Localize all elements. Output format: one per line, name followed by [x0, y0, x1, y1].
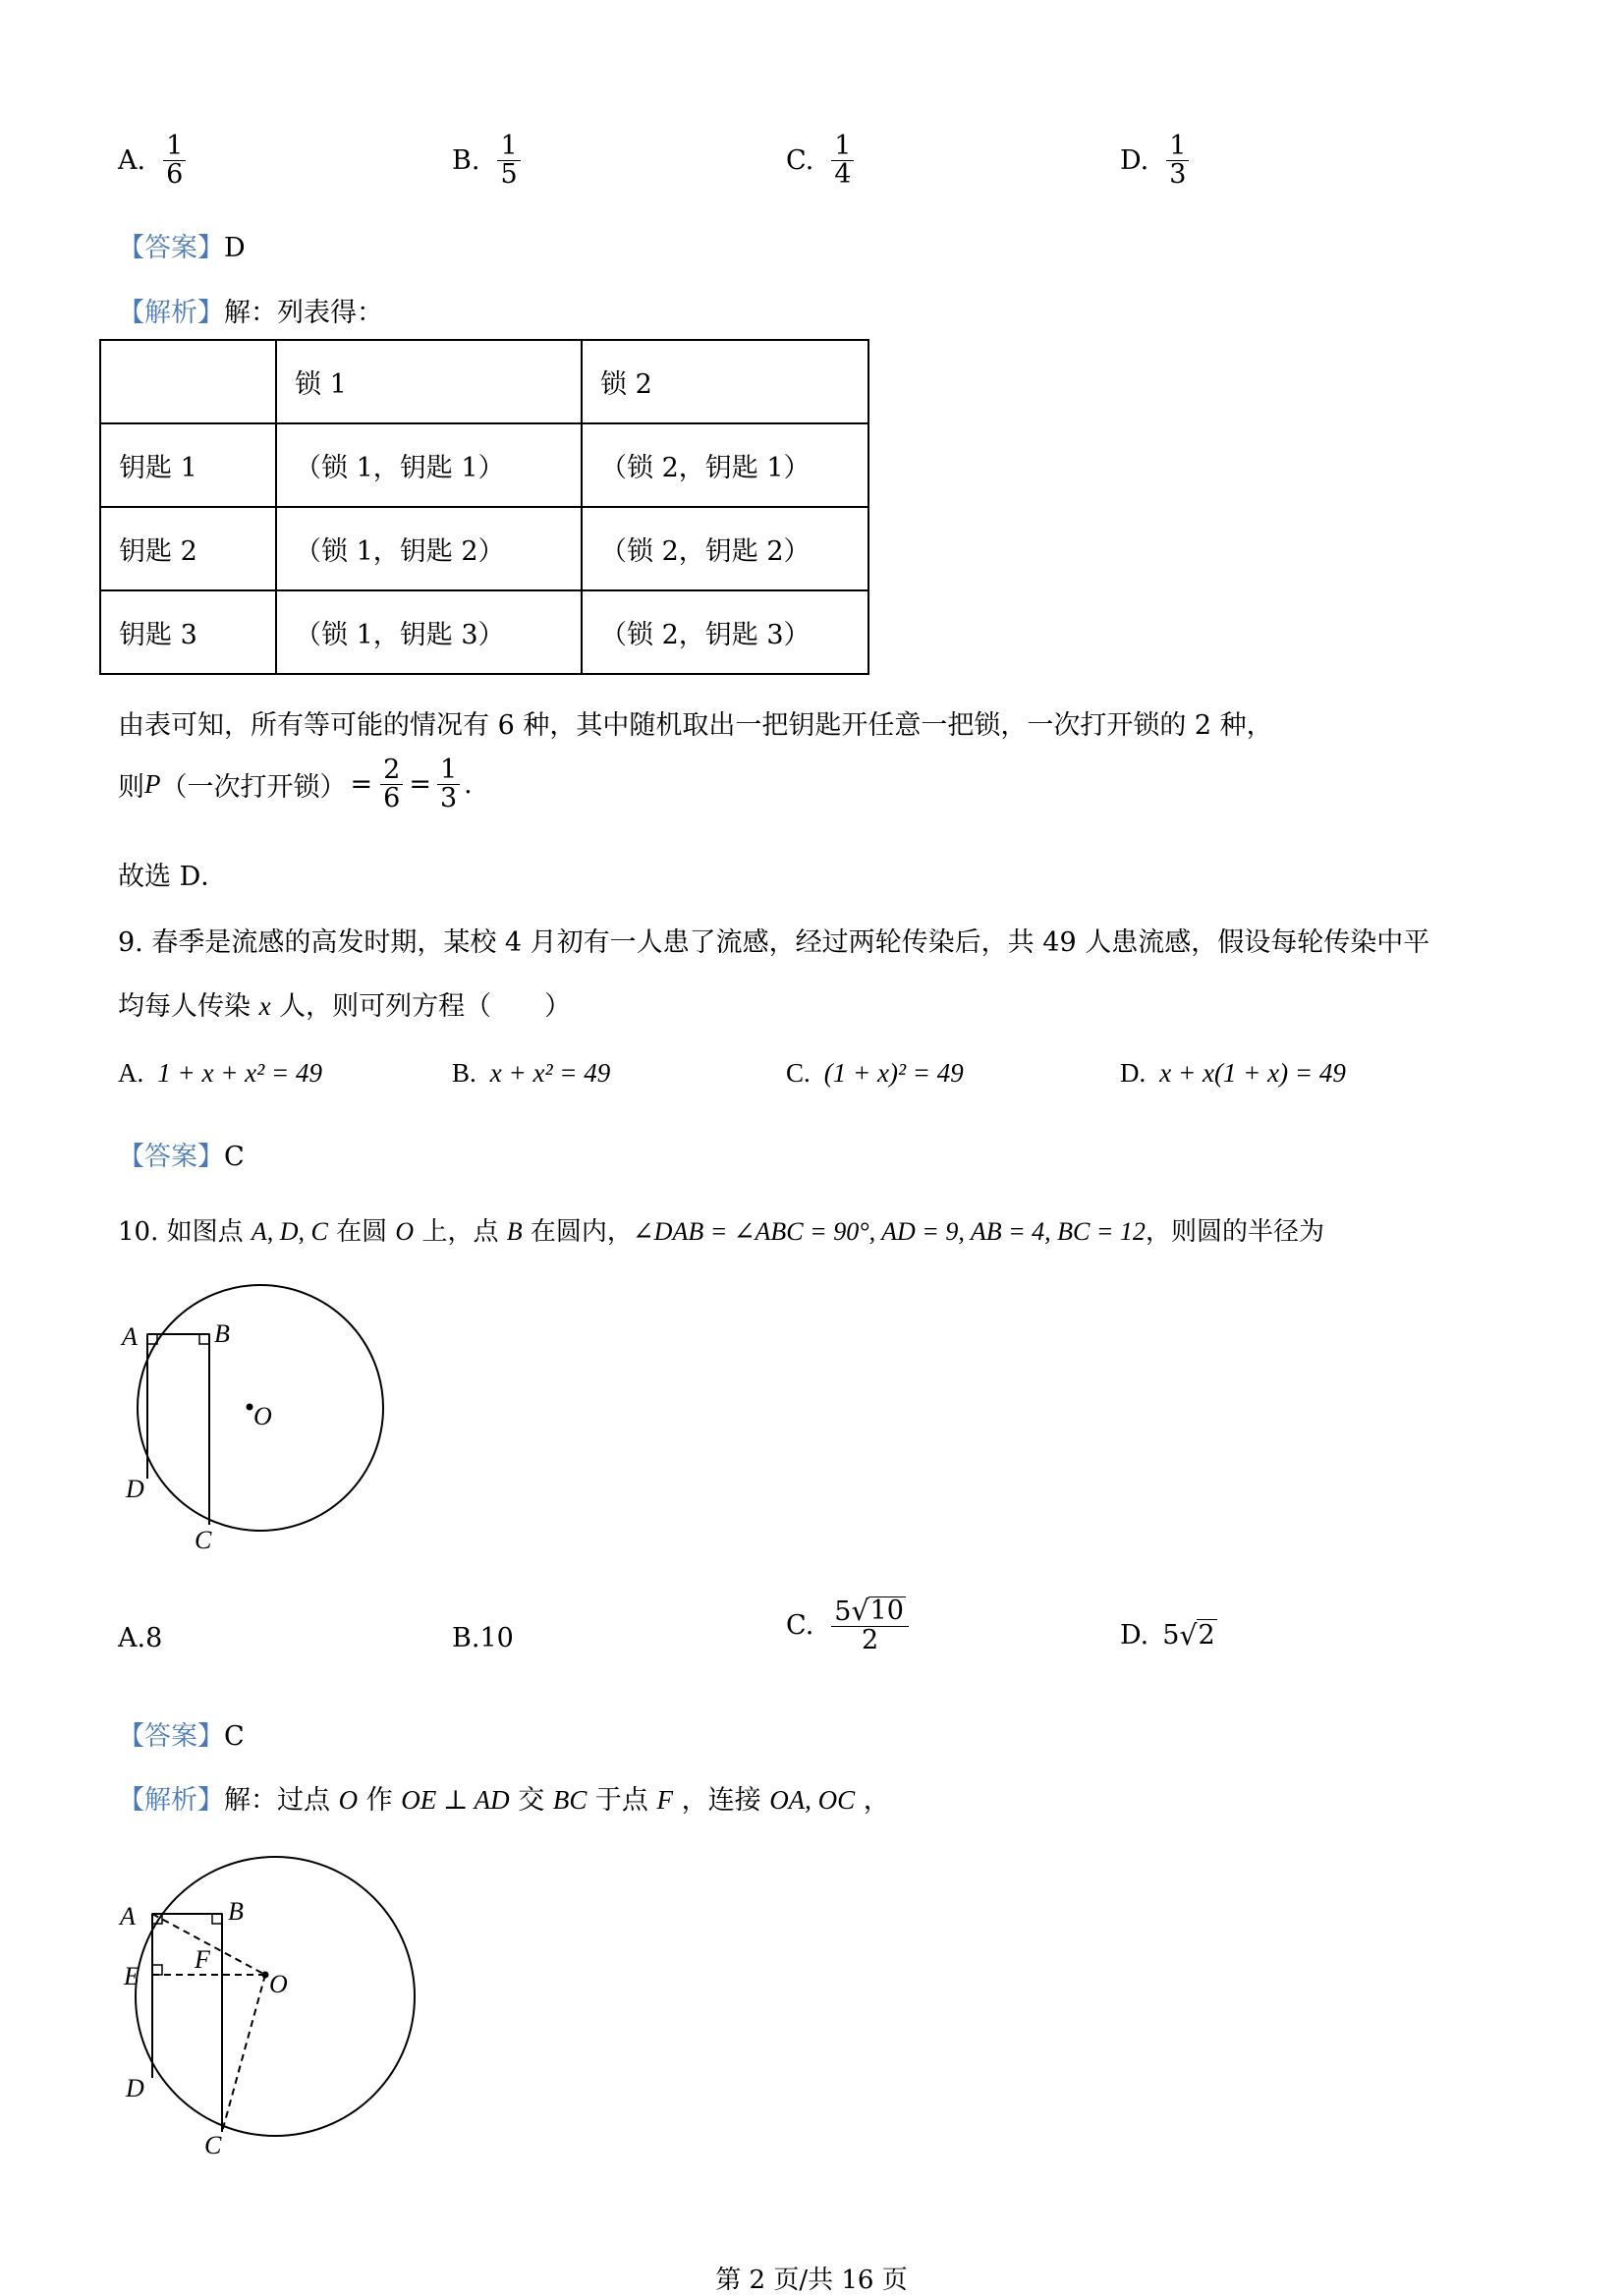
label-d: D [126, 1475, 144, 1503]
q9-stem-line2 [118, 984, 571, 1023]
circle-figure-2 [108, 1837, 422, 2161]
label-e: E [124, 1962, 140, 1990]
prob-prefix: 则 [118, 772, 144, 804]
table-cell: （锁 1，钥匙 3） [276, 590, 582, 674]
label-a: A [122, 1322, 138, 1351]
analysis-var: BC [552, 1785, 588, 1815]
stem-text: 人，则可列方程（ ） [270, 991, 572, 1022]
stem-circle: O [395, 1217, 415, 1246]
analysis-tag: 【解析】 [118, 1785, 224, 1816]
answer-tag: 【答案】 [118, 1721, 224, 1752]
center-point [247, 1404, 253, 1411]
segment-oc [222, 1975, 265, 2132]
label-f: F [195, 1945, 210, 1974]
table-row [100, 507, 868, 590]
analysis-expr: OA, OC [769, 1785, 856, 1815]
q10-analysis [118, 1778, 890, 1817]
center-point [262, 1972, 269, 1979]
option-letter: B. [452, 1623, 480, 1653]
table-cell: （锁 2，钥匙 2） [582, 507, 868, 590]
table-header-row [100, 340, 868, 423]
table-cell: 钥匙 2 [100, 507, 276, 590]
option-value: 8 [145, 1623, 163, 1653]
q9-option-d [1120, 1058, 1346, 1089]
label-c: C [195, 1526, 212, 1554]
q10-option-a [118, 1623, 162, 1653]
q9-option-c [786, 1058, 964, 1089]
option-fraction: $\frac{1}{4}$ [831, 133, 854, 190]
answer-value: D [224, 233, 246, 263]
right-angle-b [199, 1334, 209, 1344]
analysis-var: O [338, 1785, 359, 1815]
q10-answer [118, 1714, 245, 1753]
table-cell: （锁 2，钥匙 1） [582, 423, 868, 507]
option-letter: D. [1120, 145, 1149, 177]
q9-option-a [118, 1058, 322, 1089]
analysis-expr: OE ⊥ AD [401, 1785, 510, 1815]
analysis-text: ， [855, 1785, 890, 1816]
q10-option-c [786, 1596, 913, 1655]
q9-option-b [452, 1058, 610, 1089]
stem-text: 上，点 [414, 1217, 507, 1247]
option-letter: C. [786, 1610, 814, 1642]
analysis-text: 解：过点 [224, 1785, 339, 1816]
right-angle-e [152, 1965, 162, 1975]
label-o: O [253, 1402, 272, 1430]
label-a: A [120, 1902, 136, 1931]
option-letter: B. [452, 145, 480, 177]
answer-tag: 【答案】 [118, 1142, 224, 1172]
option-letter: C. [786, 1058, 811, 1088]
q9-stem-line1: 9. 春季是流感的高发时期，某校 4 月初有一人患了流感，经过两轮传染后，共 49 人患流感，假设每轮传染中平 [118, 927, 1430, 958]
probability-table [99, 339, 869, 675]
stem-text: 在圆内， [522, 1217, 633, 1247]
table-cell: 锁 1 [276, 340, 582, 423]
option-letter: B. [452, 1058, 476, 1088]
analysis-intro: 解：列表得： [224, 298, 383, 328]
stem-text: 10. 如图点 [118, 1217, 252, 1247]
q8-option-d [1120, 133, 1193, 190]
q8-analysis [118, 291, 383, 329]
option-expr: (1 + x)² = 49 [823, 1058, 964, 1088]
option-fraction: $\frac{1}{3}$ [1166, 133, 1189, 190]
stem-points: A, D, C [251, 1217, 328, 1246]
right-angle-b [212, 1914, 222, 1924]
stem-point-b: B [506, 1217, 523, 1246]
q8-option-a [118, 133, 190, 190]
q8-conclusion: 由表可知，所有等可能的情况有 6 种，其中随机取出一把钥匙开任意一把锁，一次打开锁的 2 种， [118, 710, 1273, 741]
answer-value: C [224, 1721, 245, 1752]
option-expr: 1 + x + x² = 49 [157, 1058, 322, 1088]
page-footer: 第 2 页/共 16 页 [715, 2266, 908, 2295]
option-expr: x + x² = 49 [489, 1058, 611, 1088]
prob-var: P [144, 769, 161, 800]
q8-answer [118, 226, 246, 264]
analysis-tag: 【解析】 [118, 298, 224, 328]
stem-condition: ∠DAB = ∠ABC = 90°, AD = 9, AB = 4, BC = 12 [632, 1217, 1146, 1246]
q10-option-b [452, 1623, 514, 1653]
stem-text: ，则圆的半径为 [1145, 1217, 1324, 1247]
sqrt-expression: √ 2 [1179, 1619, 1215, 1652]
label-b: B [228, 1897, 244, 1926]
option-fraction: $\frac{1}{5}$ [497, 133, 520, 190]
table-cell: 钥匙 1 [100, 423, 276, 507]
table-cell: 钥匙 3 [100, 590, 276, 674]
option-letter: A. [118, 145, 146, 177]
stem-var: x [258, 991, 271, 1021]
q9-answer [118, 1135, 245, 1173]
table-cell: （锁 2，钥匙 3） [582, 590, 868, 674]
stem-text: 均每人传染 [118, 991, 259, 1022]
stem-text: 在圆 [327, 1217, 396, 1247]
analysis-text: 作 [358, 1785, 402, 1816]
q10-stem [118, 1211, 1324, 1248]
table-cell: （锁 1，钥匙 1） [276, 423, 582, 507]
analysis-text: 于点 [587, 1785, 657, 1816]
prob-fraction-1: $\frac{2}{6}$ [380, 756, 403, 813]
option-letter: A. [118, 1058, 144, 1088]
analysis-text: 交 [509, 1785, 553, 1816]
prob-fraction-2: $\frac{1}{3}$ [437, 756, 460, 813]
q10-option-d [1120, 1619, 1217, 1652]
table-row [100, 590, 868, 674]
answer-tag: 【答案】 [118, 233, 224, 263]
option-value: 10 [479, 1623, 514, 1653]
analysis-var: F [656, 1785, 674, 1815]
option-fraction: $\frac{1}{6}$ [163, 133, 186, 190]
option-letter: D. [1120, 1620, 1149, 1651]
option-expr: x + x(1 + x) = 49 [1159, 1058, 1346, 1088]
q8-option-c [786, 133, 858, 190]
q8-option-b [452, 133, 525, 190]
label-d: D [126, 2074, 144, 2102]
q8-probability-line: 则 P （一次打开锁） = $\frac{2}{6}$ = $\frac{1}{3}$ . [118, 755, 473, 814]
analysis-text: ，连接 [673, 1785, 770, 1816]
option-fraction: 5 √ 10 2 [831, 1596, 909, 1655]
table-cell: （锁 1，钥匙 2） [276, 507, 582, 590]
prob-event: （一次打开锁） [160, 772, 347, 804]
label-c: C [204, 2131, 222, 2159]
label-o: O [269, 1970, 288, 1998]
table-row [100, 423, 868, 507]
table-cell: 锁 2 [582, 340, 868, 423]
q8-choose: 故选 D． [118, 862, 228, 892]
circle-figure-1 [108, 1267, 393, 1562]
option-letter: D. [1120, 1058, 1147, 1088]
table-cell [100, 340, 276, 423]
option-letter: A. [118, 1623, 146, 1653]
label-b: B [214, 1319, 230, 1348]
option-letter: C. [786, 145, 814, 177]
option-coef: 5 [1162, 1620, 1180, 1651]
answer-value: C [224, 1142, 245, 1172]
